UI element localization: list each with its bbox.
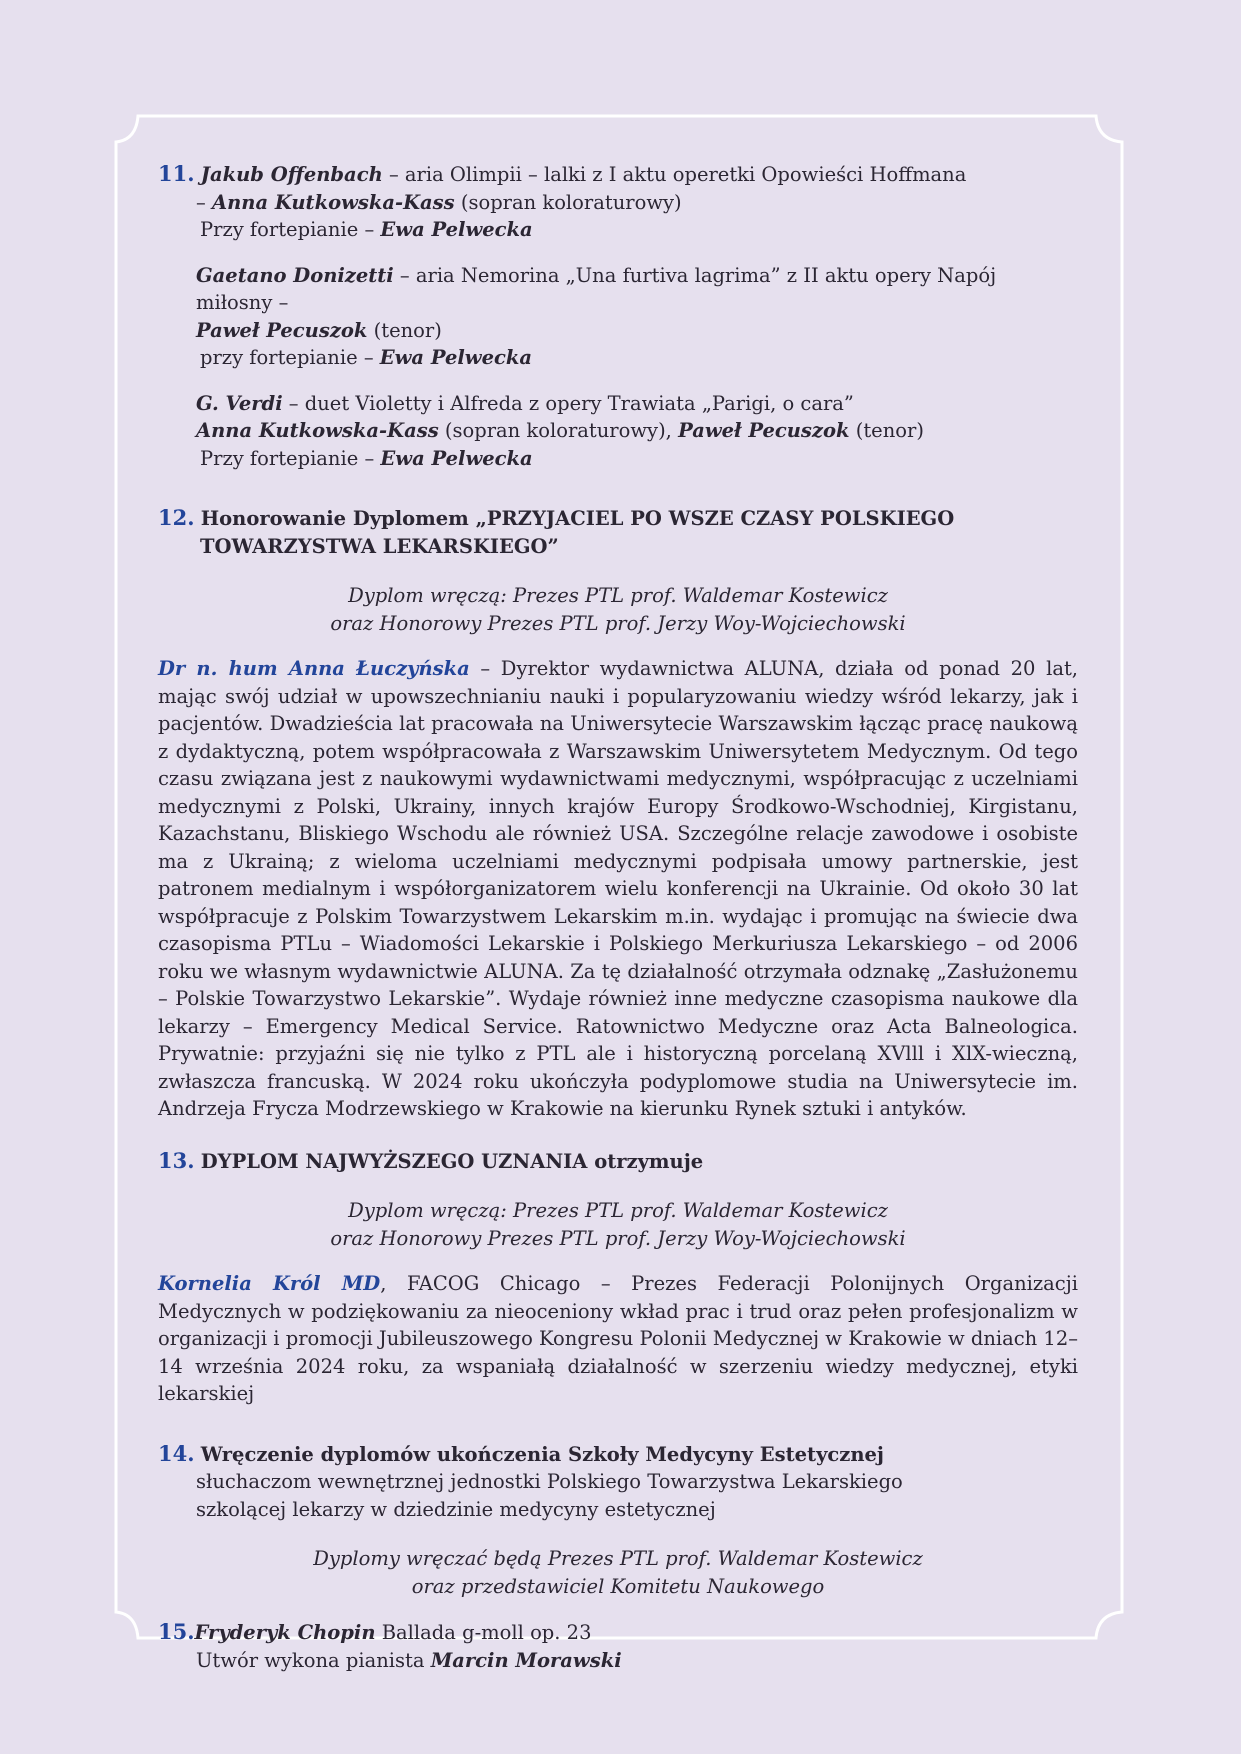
presenters-line: oraz Honorowy Prezes PTL prof. Jerzy Woy-Wojciechowski: [330, 1226, 906, 1250]
item-number: 14.: [158, 1440, 195, 1466]
piano-label: Przy fortepianie –: [200, 218, 381, 241]
item-number: 15.: [158, 1619, 195, 1644]
composer-name: G. Verdi: [196, 391, 283, 415]
piece-title: Ballada g-moll op. 23: [375, 1621, 592, 1644]
item-line: słuchaczom wewnętrznej jednostki Polskiego Towarzystwa Lekarskiego: [196, 1470, 903, 1493]
presenters-line: Dyplomy wręczać będą Prezes PTL prof. Waldemar Kostewicz: [313, 1547, 923, 1570]
voice-type: (sopran koloraturowy): [454, 190, 682, 214]
composer-name: Jakub Offenbach: [200, 163, 383, 186]
composer-name: Gaetano Donizetti: [196, 263, 394, 287]
piano-label: Przy fortepianie –: [200, 446, 381, 470]
item-number: 12.: [158, 505, 195, 530]
presenters: [158, 1197, 1078, 1252]
presenters-line: Dyplom wręczą: Prezes PTL prof. Waldemar Kostewicz: [348, 1199, 888, 1222]
piece-description: – duet Violetty i Alfreda z opery Trawiata „Parigi, o cara”: [282, 391, 854, 415]
honoree-name: Kornelia Król MD: [158, 1272, 381, 1295]
program-item-12: [158, 504, 1078, 1123]
performer-name: Anna Kutkowska-Kass: [211, 190, 455, 214]
performer-label: Utwór wykona pianista: [196, 1648, 431, 1672]
composer-name: Fryderyk Chopin: [194, 1621, 376, 1644]
program-item-15: [158, 1618, 1078, 1674]
piano-label: przy fortepianie –: [200, 346, 380, 369]
piece-description: – aria Olimpii – lalki z I aktu operetki Opowieści Hoffmana: [382, 163, 967, 186]
item-line: szkolącej lekarzy w dziedzinie medycyny estetycznej: [196, 1497, 716, 1521]
honoree-bio: [158, 655, 1078, 1123]
pianist-name: Ewa Pelwecka: [380, 218, 533, 241]
performer-name: Anna Kutkowska-Kass: [196, 419, 439, 442]
item-number: 11.: [158, 161, 195, 186]
duet-verdi: [158, 390, 1078, 473]
presenters-line: Dyplom wręczą: Prezes PTL prof. Waldemar Kostewicz: [348, 584, 888, 607]
bio-text: , FACOG Chicago – Prezes Federacji Polonijnych Organizacji Medycznych w podziękowaniu za nieoceniony wkład prac i trud oraz pełen profesjonalizm w organizacji i promocji Jubileuszowego Kongresu Polonii Medycznej w Krakowie w dniach 12–14 września 2024 roku, za wspaniałą działalność w szerzeniu wiedzy medycznej, etyki lekarskiej: [158, 1272, 1079, 1405]
item-title: Wręczenie dyplomów ukończenia Szkoły Medycyny Estetycznej: [200, 1442, 884, 1466]
aria-donizetti: [158, 262, 1078, 372]
honoree-name: Dr n. hum Anna Łuczyńska: [158, 657, 470, 680]
item-title: DYPLOM NAJWYŻSZEGO UZNANIA otrzymuje: [200, 1149, 704, 1173]
item-title: Honorowanie Dyplomem „PRZYJACIEL PO WSZE CZASY POLSKIEGO: [200, 507, 955, 530]
pianist-name: Ewa Pelwecka: [379, 346, 533, 369]
item-number: 13.: [158, 1147, 195, 1173]
bio-text: – Dyrektor wydawnictwa ALUNA, działa od ponad 20 lat, mając swój udział w upowszechnianiu nauki i popularyzowaniu wiedzy wśród lekarzy, jak i pacjentów. Dwadzieścia lat pracowała na Uniwersytecie Warszawskim łącząc pracę naukową z dydaktyczną, potem współpracowała z Warszawskim Uniwersytetem Medycznym. Od tego czasu związana jest z naukowymi wydawnictwami medycznymi, współpracując z uczelniami medycznymi z Polski, Ukrainy, innych krajów Europy Środkowo-Wschodniej, Kirgistanu, Kazachstanu, Bliskiego Wschodu ale również USA. Szczególne relacje zawodowe i osobiste ma z Ukrainą; z wieloma uczelniami medycznymi podpisała umowy partnerskie, jest patronem medialnym i współorganizatorem wielu konferencji na Ukrainie. Od około 30 lat współpracuje z Polskim Towarzystwem Lekarskim m.in. wydając i promując na świecie dwa czasopisma PTLu – Wiadomości Lekarskie i Polskiego Merkuriusza Lekarskiego – od 2006 roku we własnym wydawnictwie ALUNA. Za tę działalność otrzymała odznakę „Zasłużonemu – Polskie Towarzystwo Lekarskie”. Wydaje również inne medyczne czasopisma naukowe dla lekarzy – Emergency Medical Service. Ratownictwo Medyczne oraz Acta Balneologica. Prywatnie: przyjaźni się nie tylko z PTL ale i historyczną porcelaną XVlll i XlX-wieczną, zwłaszcza francuską. W 2024 roku ukończyła podyplomowe studia na Uniwersytecie im. Andrzeja Frycza Modrzewskiego w Krakowie na kierunku Rynek sztuki i antyków.: [158, 657, 1079, 1120]
honoree-bio: [158, 1270, 1078, 1408]
presenters: [158, 582, 1078, 637]
voice-type: (sopran koloraturowy),: [438, 419, 679, 442]
presenters-line: oraz Honorowy Prezes PTL prof. Jerzy Woy-Wojciechowski: [330, 611, 906, 635]
presenters: [158, 1545, 1078, 1600]
program-content: [158, 160, 1078, 1674]
pianist-name: Marcin Morawski: [430, 1648, 622, 1672]
pianist-name: Ewa Pelwecka: [380, 446, 533, 470]
dash: –: [196, 190, 212, 214]
piece-description: – aria Nemorina „Una furtiva lagrima” z II aktu opery Napój miłosny –: [196, 263, 997, 314]
program-item-14: [158, 1440, 1078, 1601]
performer-name: Paweł Pecuszok: [678, 419, 850, 442]
performer-name: Paweł Pecuszok: [196, 318, 368, 342]
program-item-13: [158, 1147, 1078, 1408]
voice-type: (tenor): [849, 419, 924, 442]
voice-type: (tenor): [367, 318, 442, 342]
item-title-cont: TOWARZYSTWA LEKARSKIEGO”: [200, 534, 559, 558]
presenters-line: oraz przedstawiciel Komitetu Naukowego: [411, 1574, 825, 1598]
program-item-11: [158, 160, 1078, 472]
